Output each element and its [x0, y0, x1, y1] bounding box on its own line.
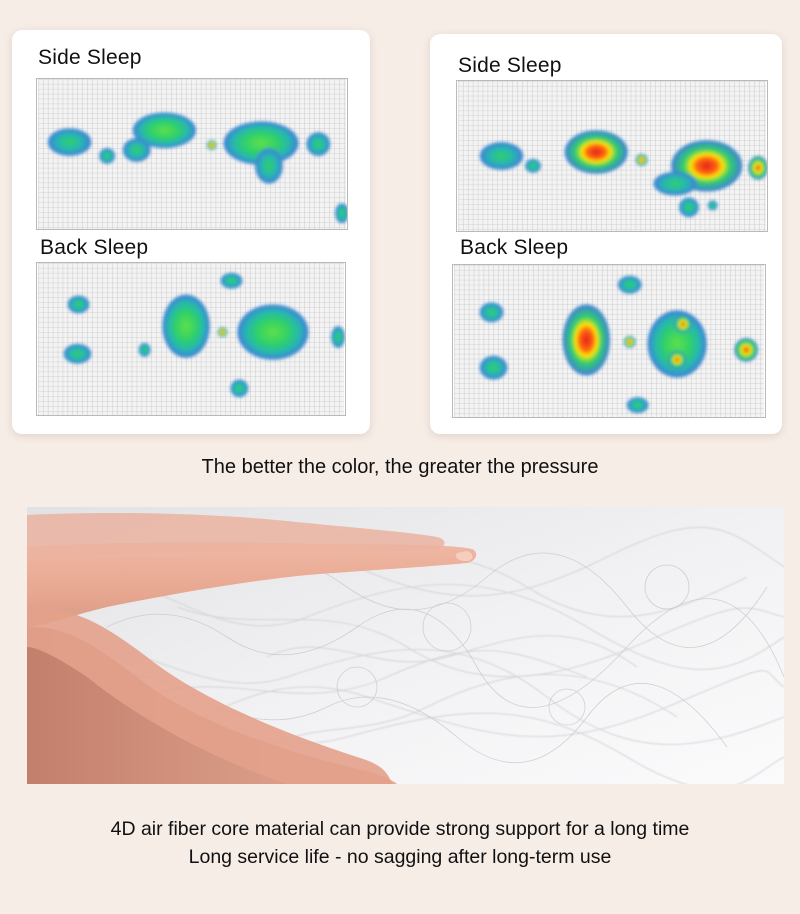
pressure-blob — [480, 142, 523, 170]
pressure-blob — [64, 344, 92, 364]
pressure-blob — [48, 128, 91, 156]
pressure-caption: The better the color, the greater the pressure — [201, 456, 599, 478]
back-sleep-label: Back Sleep — [460, 236, 569, 259]
back-sleep-pressure-map — [36, 262, 346, 416]
pressure-blob — [237, 304, 308, 359]
pressure-card-left — [12, 30, 370, 434]
pressure-blob — [668, 351, 686, 369]
pressure-blob — [563, 304, 610, 375]
pressure-blob — [218, 327, 228, 337]
pressure-blob — [636, 154, 648, 166]
pressure-blob — [734, 338, 758, 362]
pressure-blob — [748, 156, 768, 180]
pressure-blob — [162, 295, 209, 358]
back-sleep-pressure-map — [452, 264, 766, 418]
fiber-material-photo — [27, 507, 784, 784]
pressure-blob — [255, 148, 283, 184]
pressure-blob — [99, 148, 115, 164]
pressure-blob — [230, 379, 248, 397]
pressure-blob — [525, 159, 541, 173]
pressure-blob — [480, 303, 504, 323]
pressure-blob — [331, 326, 345, 348]
pressure-blob — [306, 132, 330, 156]
pressure-blob — [207, 140, 217, 150]
pressure-blob — [627, 397, 649, 413]
pressure-blob — [221, 273, 243, 289]
pressure-blob — [68, 296, 90, 314]
pressure-blob — [679, 197, 699, 217]
pressure-blob — [565, 130, 628, 173]
pressure-blob — [624, 336, 636, 348]
pressure-card-right — [430, 34, 782, 434]
description-line-2: Long service life - no sagging after long-term use — [188, 846, 612, 868]
side-sleep-label: Side Sleep — [458, 54, 562, 77]
side-sleep-pressure-map — [456, 80, 768, 232]
side-sleep-label: Side Sleep — [38, 46, 142, 69]
pressure-blob — [480, 356, 508, 380]
pressure-blob — [653, 172, 696, 196]
pressure-blob — [618, 276, 642, 294]
description-line-1: 4D air fiber core material can provide strong support for a long time — [110, 818, 690, 840]
side-sleep-pressure-map — [36, 78, 348, 230]
back-sleep-label: Back Sleep — [40, 236, 149, 259]
pressure-blob — [674, 315, 692, 333]
pressure-blob — [133, 113, 196, 149]
pressure-blob — [708, 200, 718, 210]
pressure-blob — [139, 343, 151, 357]
